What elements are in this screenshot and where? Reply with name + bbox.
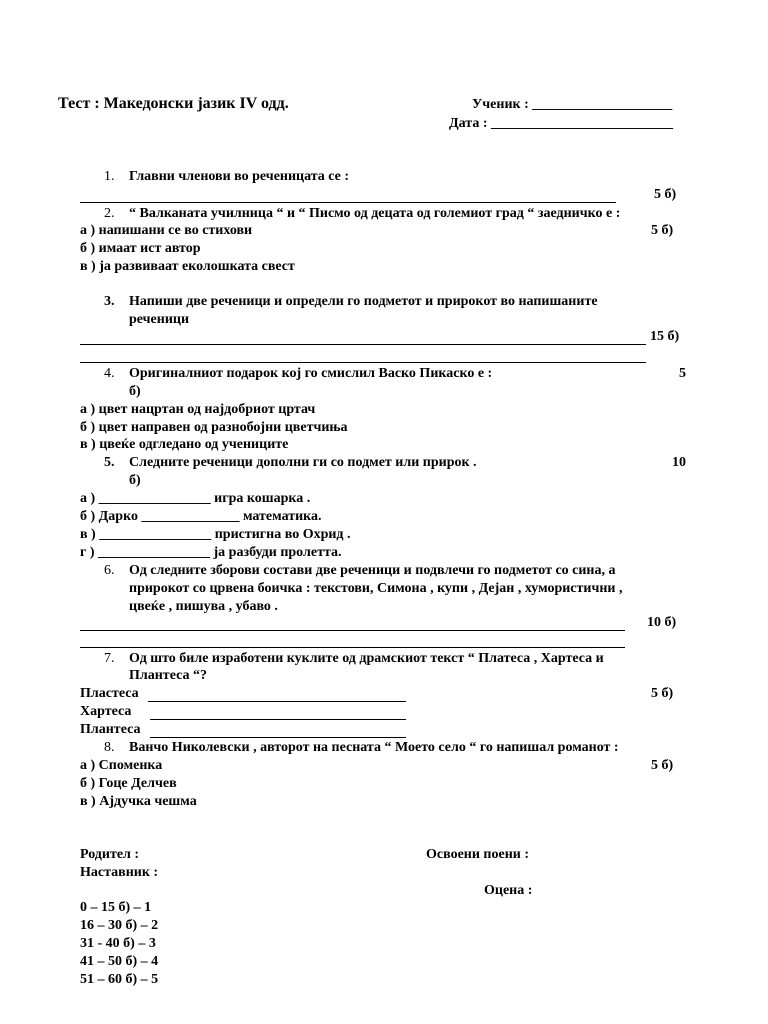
student-field: Ученик : ____________________ (472, 97, 673, 112)
q5-text: Следните реченици дополни ги со подмет или прирок . (129, 455, 477, 470)
q4-option-b: б ) цвет направен од разнобојни цветчиња (80, 420, 348, 435)
q3-points: 15 б) (650, 329, 680, 344)
q6-answer-line-2 (80, 647, 625, 648)
q7-points: 5 б) (651, 686, 674, 701)
q5-item-a: а ) ________________ игра кошарка . (80, 491, 311, 506)
grade-scale-row: 31 - 40 б) – 3 (80, 936, 156, 951)
q3-answer-line-2 (80, 362, 646, 363)
q6-text-line2: прирокот со црвена боичка : текстови, Симона , купи , Дејан , хумористични , (129, 581, 623, 596)
q7-text-line1: Од што биле изработени куклите од драмскиот текст “ Платеса , Хартеса и (129, 651, 604, 666)
q2-option-b: б ) имаат ист автор (80, 241, 201, 256)
grade-scale-row: 16 – 30 б) – 2 (80, 918, 159, 933)
q7-item-plastesa: Пластеса (80, 686, 139, 701)
q7-plantesa-line (150, 737, 406, 738)
q8-number: 8. (104, 740, 115, 755)
points-earned-label: Освоени поени : (426, 847, 529, 862)
q4-text: Оригиналниот подарок кој го смислил Васко Пикаско е : (129, 366, 493, 381)
q4-option-c: в ) цвеќе одгледано од учениците (80, 437, 289, 452)
q5-points-value: 10 (672, 455, 686, 470)
q5-item-b: б ) Дарко ______________ математика. (80, 509, 322, 524)
q6-number: 6. (104, 563, 115, 578)
q3-answer-line-1 (80, 344, 646, 345)
q2-option-a: а ) напишани се во стихови (80, 223, 253, 238)
q4-points-value: 5 (679, 366, 686, 381)
q3-text-line2: реченици (129, 312, 190, 327)
q2-option-c: в ) ја развиваат еколошката свест (80, 259, 295, 274)
q4-number: 4. (104, 366, 115, 381)
q6-text-line3: цвеќе , пишува , убаво . (129, 599, 278, 614)
q3-number: 3. (104, 294, 115, 309)
q5-item-d: г ) ________________ ја разбуди пролетта. (80, 545, 342, 560)
q7-text-line2: Плантеса “? (129, 668, 207, 683)
q6-points: 10 б) (647, 615, 677, 630)
q8-option-c: в ) Ајдучка чешма (80, 794, 197, 809)
q3-text-line1: Напиши две реченици и определи го подметот и прирокот во напишаните (129, 294, 598, 309)
q7-item-hartesa: Хартеса (80, 704, 132, 719)
q5-points-unit: б) (129, 473, 141, 488)
grade-scale-row: 0 – 15 б) – 1 (80, 900, 152, 915)
q8-option-a: а ) Споменка (80, 758, 163, 773)
q4-points-unit: б) (129, 384, 141, 399)
date-field: Дата : __________________________ (449, 116, 673, 131)
grade-scale-row: 41 – 50 б) – 4 (80, 954, 159, 969)
q2-text: “ Валканата училница “ и “ Писмо од децата од големиот град “ заедничко е : (129, 206, 621, 221)
teacher-label: Наставник : (80, 865, 159, 880)
q4-option-a: а ) цвет нацртан од најдобриот цртач (80, 402, 316, 417)
q8-points: 5 б) (651, 758, 674, 773)
q2-number: 2. (104, 206, 115, 221)
q8-option-b: б ) Гоце Делчев (80, 776, 177, 791)
q1-answer-line (80, 202, 616, 203)
grade-scale-row: 51 – 60 б) – 5 (80, 972, 159, 987)
q5-number: 5. (104, 455, 115, 470)
parent-label: Родител : (80, 847, 140, 862)
q7-item-plantesa: Плантеса (80, 722, 141, 737)
q5-item-c: в ) ________________ пристигна во Охрид . (80, 527, 351, 542)
q1-points: 5 б) (654, 187, 677, 202)
q1-number: 1. (104, 169, 115, 184)
q6-answer-line-1 (80, 630, 625, 631)
q1-text: Главни членови во реченицата се : (129, 169, 350, 184)
q2-points: 5 б) (651, 223, 674, 238)
page-title: Тест : Македонски јазик IV одд. (58, 95, 289, 112)
grade-label: Оцена : (484, 883, 533, 898)
q7-hartesa-line (150, 719, 406, 720)
q6-text-line1: Од следните зборови состави две реченици и подвлечи го подметот со сина, а (129, 563, 616, 578)
q7-number: 7. (104, 651, 115, 666)
q7-plastesa-line (148, 701, 406, 702)
q8-text: Ванчо Николевски , авторот на песната “ Моето село “ го напишал романот : (129, 740, 619, 755)
